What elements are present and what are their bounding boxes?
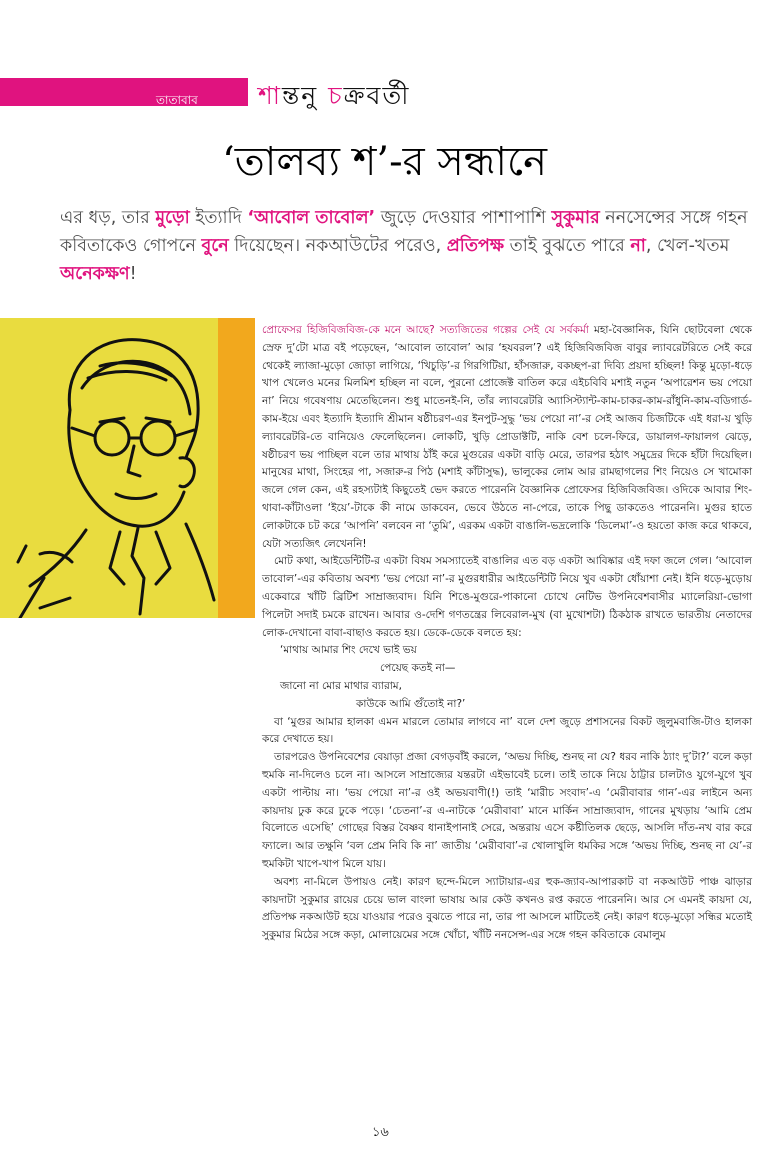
intro-text: ননসেন্সের সঙ্গে গহন কবিতাকেও গোপনে (60, 208, 748, 256)
author-accent-1: শা (258, 81, 283, 110)
intro-text: ! (129, 264, 137, 284)
poem-line: কাউকে আমি গুঁতোই না?’ (356, 697, 466, 710)
poem-quote (280, 642, 752, 713)
article-body (0, 322, 770, 1122)
article-title: ‘তালব্য শ’-র সন্ধানে (222, 139, 547, 185)
intro-text: দিয়েছেন। নকআউটের পরেও, (228, 236, 447, 256)
intro-text: জুড়ে দেওয়ার পাশাপাশি (375, 208, 552, 228)
author-accent-2: চ (328, 81, 344, 110)
intro-highlight: প্রতিপক্ষ (446, 236, 505, 256)
author-part-2: ক্রবর্তী (343, 81, 411, 110)
paragraph: অবশ্য না-মিলে উপায়ও নেই। কারণ ছন্দে-মিলে স্যাটায়ার-এর হুক-জ্যাব-আপারকাট বা নকআউট পাঞ্চ ঝাড়ার কায়দাটা সুকুমার রায়ের চেয়ে ভাল বাংলা ভাষায় আর কেউ কখনও রপ্ত করতে পারেননি। আর সে এমনই কায়দা যে, প্রতিপক্ষ নকআউট হয়ে যাওয়ার পরেও বুঝতে পারে না, তার পা আসলে মাটিতেই নেই। কারণ ধড়ে-মুড়ো সন্ধির মতোই সুকুমার মিঠের সঙ্গে কড়া, মোলায়েমের সঙ্গে খোঁচা, খাঁটি ননসেন্স-এর সঙ্গে গহন কবিতাকে বেমালুম (262, 875, 752, 942)
intro-text: তাই বুঝতে পারে (504, 236, 631, 256)
paragraph-text: মহা-বৈজ্ঞানিক, যিনি ছোটবেলা থেকে স্রেফ দু’টো মাত্র বই পড়েছেন, ‘আবোল তাবোল’ আর ‘হযবরল’? এই হিজিবিজবিজ বাবুর ল্যাবরেটরিতে সেই করে থেকেই ল্যাজা-মুড়ো জোড়া লাগিয়ে, ‘খিচুড়ি’-র গিরগিটিয়া, হাঁসজারু, বকচ্ছপ-রা দিব্যি প্রয়দা হচ্ছিল! কিন্তু মুড়ো-ধড়ে খাপ খেলেও মনের মিলমিশ হচ্ছিল না বলে, পুরনো প্রোজেক্ট বাতিল করে এইচবিবি মশাই নতুন ‘অপারেশন ভয় পেয়ো না’ নিয়ে গবেষণায় মেতেছিলেন। শুধু মাতেনই-নি, তাঁর ল্যাবরেটরি অ্যাসিস্ট্যান্ট-কাম-চাকর-কাম-রাঁধুনি-কাম-বডিগার্ড-কাম-ইয়ে এবং ইত্যাদি ইত্যাদি শ্রীমান ষষ্ঠীচরণ-এর ইনপুট-সুদ্ধু ‘ভয় পেয়ো না’-র সেই আজব চিজটিকে এই ধরা-য় খুড়ি ল্যাবরেটরি-তে বানিয়েও ফেলেছিলেন। লোকটি, খুড়ি প্রোডাক্টটি, নাকি বেশ চলে-ফিরে, ডায়ালগ-ফায়ালগ ঝেড়ে, ষষ্ঠীচরণ ভয় পাচ্ছিল বলে তার মাথায় ঠাঁই করে মুগুরের একটা বাড়ি মেরে, তারপর হঠাৎ সমুদ্রের দিকে হাঁটা দিয়েছিল। মানুষের মাথা, সিংহের পা, সজারু-র পিঠ (মশাই কাঁটাসুদ্ধ), ভালুকের লোম আর রামছাগলের শিং নিয়েও সে খামোকা জলে গেল কেন, এই রহস্যটাই কিছুতেই ভেদ করতে পারেননি বৈজ্ঞানিক প্রোফেসর হিজিবিজবিজ। ওদিকে আবার শিং-থাবা-কাঁটাওলা ‘ইয়ে’-টাকে কী নামে ডাকবেন, ভেবে উঠতে না-পেরে, তাকে পিছু ডাকতেও পারেননি। মুগুর হাতে লোকটাকে চট করে ‘আপনি’ বলবেন না ‘তুমি’, এরকম একটা বাঙালি-ভদ্রলোকি ‘ডিলেমা’-ও হয়তো কাজ করে থাকবে, যেটা সত্যজিৎ লেখেননি! (262, 324, 752, 550)
intro-highlight: সুকুমার (551, 208, 600, 228)
paragraph (262, 322, 752, 553)
intro-text: ইত্যাদি (189, 208, 248, 228)
intro-text: এর ধড়, তার (60, 208, 156, 228)
poem-line: পেয়েছ কতই না— (380, 662, 456, 675)
paragraph: মোট কথা, আইডেন্টিটি-র একটা বিষম সমস্যাতেই বাঙালির এত বড় একটা আবিষ্কার এই দফা জলে গেল। ‘আবোল তাবোল’-এর কবিতায় অবশ্য ‘ভয় পেয়ো না’-র মুগুরধারীর আইডেন্টিটি নিয়ে খুব একটা ধোঁয়াশা নেই। ইনি ধড়ে-মুড়োয় একেবারে খাঁটি ব্রিটিশ সাম্রাজ্যবাদ। যিনি শিঙে-মুগুরে-পাকানো চোখে নেটিভ উপনিবেশবাসীর ম্যালেরিয়া-ভোগা পিলেটা সদাই চমকে রাখেন। আবার ও-দেশি গণতন্ত্রের লিবেরাল-মুখ (বা মুখোশটা) ঠিকঠাক রাখতে ভারতীয় নেতাদের লোক-দেখানো বাবা-বাছাও করতে হয়। ডেকে-ডেকে বলতে হয়: (262, 555, 752, 639)
portrait-wrap-spacer (0, 322, 262, 622)
intro-highlight: মুড়ো (155, 208, 190, 228)
author-name (258, 76, 410, 119)
header-accent-bar (0, 78, 248, 106)
section-tag: তাতাবাব (156, 93, 198, 107)
intro-standfirst (60, 204, 750, 288)
author-part-1: ন্তনু (282, 81, 329, 110)
paragraph: বা ‘মুগুর আমার হালকা এমন মারলে তোমার লাগবে না’ বলে দেশ জুড়ে প্রশাসনের বিকট জুলুমবাজি-টাও হালকা করে দেখাতে হয়। (262, 715, 752, 746)
lead-line: প্রোফেসর হিজিবিজবিজ-কে মনে আছে? সত্যজিতের গল্পের সেই যে সর্বকর্মা (262, 324, 589, 336)
poem-line: ‘মাথায় আমার শিং দেখে ভাই ভয় (280, 644, 417, 657)
intro-highlight: না (630, 236, 646, 256)
paragraph: তারপরেও উপনিবেশের বেয়াড়া প্রজা বেগড়বাঁই করলে, ‘অভয় দিচ্ছি, শুনছ না যে? ধরব নাকি ঠ্যাং দু’টা?’ বলে কড়া হুমকি না-দিলেও চলে না। আসলে সাম্রাজ্যের যন্তরটা এইভাবেই চলে। তাই তাকে নিয়ে ঠাট্টার চালটাও যুগে-যুগে খুব একটা পাল্টায় না। ‘ভয় পেয়ো না’-র ওই অভয়বাণী(!) তাই ‘মারীচ সংবাদ’-এ ‘মেরীবাবার গান’-এর লাইনে অন্য কায়দায় ঢুক করে ঢুকে পড়ে। ‘চেতনা’-র এ-নাটকে ‘মেরীবাবা’ মানে মার্কিন সাম্রাজ্যবাদ, গানের মুখড়ায় ‘আমি প্রেম বিলোতে এসেছি’ গোছের বিস্তর বৈষ্ণব ধানাইপানাই সেরে, অন্তরায় এসে কষ্টীতিলক ছেড়ে, আসলি দাঁত-নখ বার করে ফ্যালে। আর তক্ষুনি ‘বল প্রেম নিবি কি না’ জাতীয় ‘মেরীবাবা’-র খোলাখুলি ধমকির সঙ্গে ‘অভয় দিচ্ছি, শুনছ না যে’-র হুমকিটা খাপে-খাপ মিলে যায়। (262, 751, 752, 870)
poem-line: জানো না মোর মাথার ব্যারাম, (280, 679, 402, 692)
intro-highlight: বুনে (201, 236, 229, 256)
intro-text: , খেল-খতম (645, 236, 730, 256)
article-text (262, 322, 770, 945)
intro-highlight: অনেকক্ষণ (60, 264, 130, 284)
intro-highlight: ‘আবোল তাবোল’ (247, 208, 376, 228)
page-number: ১৬ (372, 1125, 389, 1140)
